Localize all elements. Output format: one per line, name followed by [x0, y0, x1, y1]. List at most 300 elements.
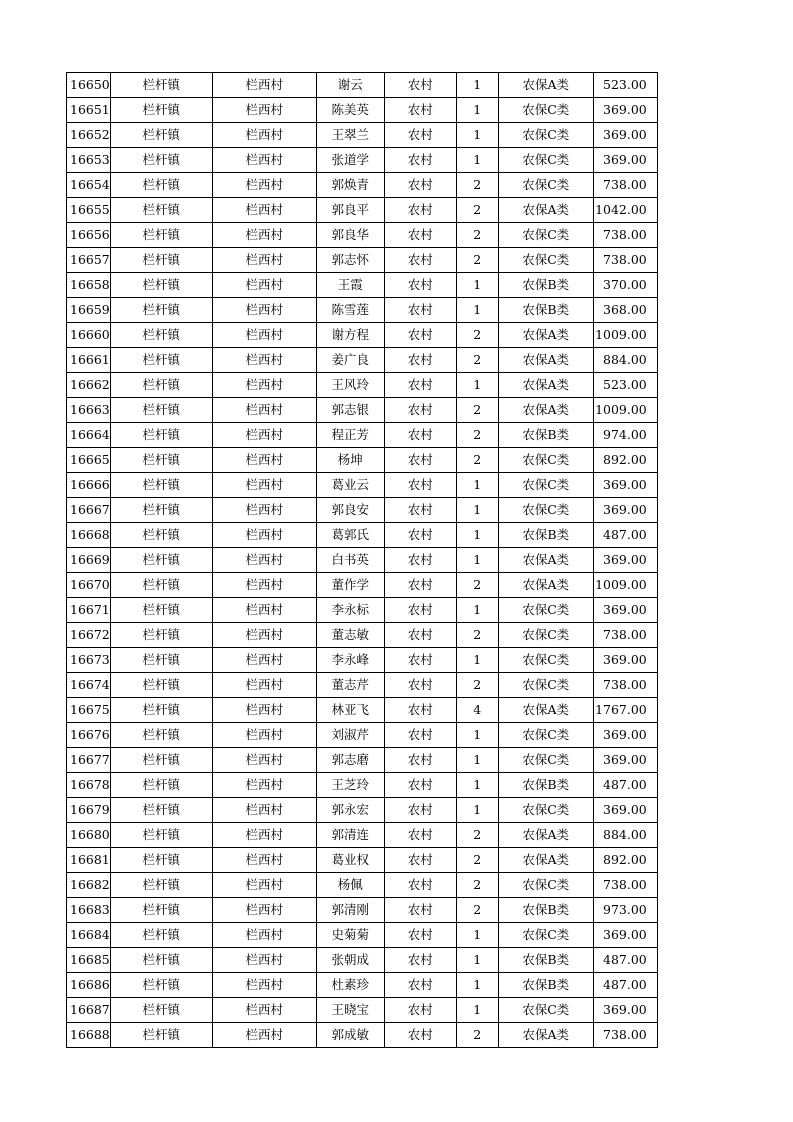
residence-type-cell: 农村	[384, 523, 456, 548]
amount-cell: 369.00	[593, 723, 657, 748]
town-cell: 栏杆镇	[110, 398, 212, 423]
table-row	[67, 448, 658, 473]
name-cell: 史菊菊	[316, 923, 384, 948]
record-id-cell: 16659	[67, 298, 111, 323]
village-cell: 栏西村	[212, 773, 316, 798]
insurance-category-cell: 农保C类	[498, 173, 593, 198]
village-cell: 栏西村	[212, 348, 316, 373]
town-cell: 栏杆镇	[110, 98, 212, 123]
name-cell: 程正芳	[316, 423, 384, 448]
table-row	[67, 698, 658, 723]
insurance-category-cell: 农保C类	[498, 223, 593, 248]
village-cell: 栏西村	[212, 798, 316, 823]
household-count-cell: 2	[456, 348, 498, 373]
table-row	[67, 323, 658, 348]
insurance-category-cell: 农保A类	[498, 398, 593, 423]
insurance-category-cell: 农保C类	[498, 498, 593, 523]
household-count-cell: 2	[456, 823, 498, 848]
insurance-category-cell: 农保C类	[498, 248, 593, 273]
table-row	[67, 273, 658, 298]
record-id-cell: 16683	[67, 898, 111, 923]
amount-cell: 369.00	[593, 98, 657, 123]
residence-type-cell: 农村	[384, 623, 456, 648]
table-row	[67, 173, 658, 198]
village-cell: 栏西村	[212, 748, 316, 773]
record-id-cell: 16686	[67, 973, 111, 998]
residence-type-cell: 农村	[384, 223, 456, 248]
household-count-cell: 2	[456, 248, 498, 273]
amount-cell: 892.00	[593, 848, 657, 873]
amount-cell: 487.00	[593, 973, 657, 998]
town-cell: 栏杆镇	[110, 198, 212, 223]
town-cell: 栏杆镇	[110, 123, 212, 148]
insurance-category-cell: 农保C类	[498, 723, 593, 748]
record-id-cell: 16674	[67, 673, 111, 698]
record-id-cell: 16675	[67, 698, 111, 723]
name-cell: 郭志磨	[316, 748, 384, 773]
record-id-cell: 16677	[67, 748, 111, 773]
name-cell: 林亚飞	[316, 698, 384, 723]
amount-cell: 369.00	[593, 798, 657, 823]
residence-type-cell: 农村	[384, 648, 456, 673]
town-cell: 栏杆镇	[110, 948, 212, 973]
table-row	[67, 473, 658, 498]
table-row	[67, 848, 658, 873]
residence-type-cell: 农村	[384, 848, 456, 873]
town-cell: 栏杆镇	[110, 523, 212, 548]
name-cell: 王风玲	[316, 373, 384, 398]
town-cell: 栏杆镇	[110, 998, 212, 1023]
table-row	[67, 523, 658, 548]
residence-type-cell: 农村	[384, 273, 456, 298]
record-id-cell: 16673	[67, 648, 111, 673]
household-count-cell: 1	[456, 598, 498, 623]
village-cell: 栏西村	[212, 948, 316, 973]
household-count-cell: 1	[456, 548, 498, 573]
residence-type-cell: 农村	[384, 998, 456, 1023]
village-cell: 栏西村	[212, 898, 316, 923]
record-id-cell: 16660	[67, 323, 111, 348]
table-row	[67, 798, 658, 823]
village-cell: 栏西村	[212, 73, 316, 98]
amount-cell: 369.00	[593, 148, 657, 173]
residence-type-cell: 农村	[384, 398, 456, 423]
amount-cell: 892.00	[593, 448, 657, 473]
amount-cell: 368.00	[593, 298, 657, 323]
residence-type-cell: 农村	[384, 123, 456, 148]
name-cell: 王霞	[316, 273, 384, 298]
table-row	[67, 223, 658, 248]
amount-cell: 369.00	[593, 473, 657, 498]
record-id-cell: 16668	[67, 523, 111, 548]
name-cell: 张道学	[316, 148, 384, 173]
amount-cell: 369.00	[593, 598, 657, 623]
residence-type-cell: 农村	[384, 873, 456, 898]
household-count-cell: 2	[456, 448, 498, 473]
table-row	[67, 398, 658, 423]
record-id-cell: 16652	[67, 123, 111, 148]
household-count-cell: 1	[456, 273, 498, 298]
town-cell: 栏杆镇	[110, 348, 212, 373]
data-table	[66, 72, 658, 1048]
village-cell: 栏西村	[212, 1023, 316, 1048]
village-cell: 栏西村	[212, 698, 316, 723]
residence-type-cell: 农村	[384, 423, 456, 448]
record-id-cell: 16666	[67, 473, 111, 498]
record-id-cell: 16656	[67, 223, 111, 248]
village-cell: 栏西村	[212, 923, 316, 948]
table-row	[67, 423, 658, 448]
village-cell: 栏西村	[212, 323, 316, 348]
amount-cell: 974.00	[593, 423, 657, 448]
residence-type-cell: 农村	[384, 573, 456, 598]
insurance-category-cell: 农保B类	[498, 773, 593, 798]
village-cell: 栏西村	[212, 673, 316, 698]
insurance-category-cell: 农保C类	[498, 448, 593, 473]
household-count-cell: 1	[456, 298, 498, 323]
household-count-cell: 1	[456, 148, 498, 173]
village-cell: 栏西村	[212, 448, 316, 473]
record-id-cell: 16670	[67, 573, 111, 598]
village-cell: 栏西村	[212, 998, 316, 1023]
record-id-cell: 16682	[67, 873, 111, 898]
name-cell: 陈美英	[316, 98, 384, 123]
amount-cell: 738.00	[593, 623, 657, 648]
town-cell: 栏杆镇	[110, 248, 212, 273]
amount-cell: 369.00	[593, 548, 657, 573]
amount-cell: 1009.00	[593, 323, 657, 348]
record-id-cell: 16671	[67, 598, 111, 623]
insurance-category-cell: 农保C类	[498, 923, 593, 948]
table-row	[67, 998, 658, 1023]
residence-type-cell: 农村	[384, 773, 456, 798]
town-cell: 栏杆镇	[110, 373, 212, 398]
village-cell: 栏西村	[212, 98, 316, 123]
amount-cell: 369.00	[593, 748, 657, 773]
name-cell: 谢云	[316, 73, 384, 98]
village-cell: 栏西村	[212, 598, 316, 623]
amount-cell: 884.00	[593, 823, 657, 848]
town-cell: 栏杆镇	[110, 1023, 212, 1048]
insurance-category-cell: 农保A类	[498, 1023, 593, 1048]
insurance-category-cell: 农保B类	[498, 973, 593, 998]
table-row	[67, 673, 658, 698]
town-cell: 栏杆镇	[110, 473, 212, 498]
household-count-cell: 2	[456, 623, 498, 648]
insurance-category-cell: 农保C类	[498, 623, 593, 648]
town-cell: 栏杆镇	[110, 723, 212, 748]
table-row	[67, 923, 658, 948]
village-cell: 栏西村	[212, 573, 316, 598]
name-cell: 张朝成	[316, 948, 384, 973]
town-cell: 栏杆镇	[110, 798, 212, 823]
record-id-cell: 16667	[67, 498, 111, 523]
household-count-cell: 2	[456, 398, 498, 423]
amount-cell: 369.00	[593, 923, 657, 948]
table-row	[67, 598, 658, 623]
household-count-cell: 1	[456, 123, 498, 148]
village-cell: 栏西村	[212, 373, 316, 398]
residence-type-cell: 农村	[384, 948, 456, 973]
name-cell: 郭焕青	[316, 173, 384, 198]
insurance-category-cell: 农保A类	[498, 348, 593, 373]
household-count-cell: 2	[456, 873, 498, 898]
name-cell: 杨坤	[316, 448, 384, 473]
village-cell: 栏西村	[212, 473, 316, 498]
table-row	[67, 548, 658, 573]
name-cell: 郭清刚	[316, 898, 384, 923]
table-row	[67, 573, 658, 598]
household-count-cell: 1	[456, 98, 498, 123]
amount-cell: 369.00	[593, 648, 657, 673]
insurance-category-cell: 农保C类	[498, 673, 593, 698]
record-id-cell: 16658	[67, 273, 111, 298]
residence-type-cell: 农村	[384, 973, 456, 998]
amount-cell: 1042.00	[593, 198, 657, 223]
amount-cell: 884.00	[593, 348, 657, 373]
residence-type-cell: 农村	[384, 498, 456, 523]
record-id-cell: 16655	[67, 198, 111, 223]
insurance-category-cell: 农保A类	[498, 823, 593, 848]
name-cell: 郭良华	[316, 223, 384, 248]
town-cell: 栏杆镇	[110, 623, 212, 648]
table-row	[67, 648, 658, 673]
household-count-cell: 1	[456, 948, 498, 973]
name-cell: 郭志银	[316, 398, 384, 423]
amount-cell: 487.00	[593, 773, 657, 798]
village-cell: 栏西村	[212, 823, 316, 848]
name-cell: 王芝玲	[316, 773, 384, 798]
record-id-cell: 16661	[67, 348, 111, 373]
household-count-cell: 1	[456, 498, 498, 523]
table-row	[67, 298, 658, 323]
residence-type-cell: 农村	[384, 698, 456, 723]
household-count-cell: 2	[456, 173, 498, 198]
household-count-cell: 1	[456, 373, 498, 398]
table-row	[67, 148, 658, 173]
insurance-category-cell: 农保C类	[498, 648, 593, 673]
village-cell: 栏西村	[212, 648, 316, 673]
village-cell: 栏西村	[212, 173, 316, 198]
household-count-cell: 1	[456, 773, 498, 798]
record-id-cell: 16653	[67, 148, 111, 173]
town-cell: 栏杆镇	[110, 898, 212, 923]
amount-cell: 1009.00	[593, 398, 657, 423]
table-row	[67, 123, 658, 148]
record-id-cell: 16679	[67, 798, 111, 823]
record-id-cell: 16676	[67, 723, 111, 748]
table-row	[67, 248, 658, 273]
town-cell: 栏杆镇	[110, 823, 212, 848]
insurance-category-cell: 农保C类	[498, 98, 593, 123]
record-id-cell: 16685	[67, 948, 111, 973]
town-cell: 栏杆镇	[110, 648, 212, 673]
village-cell: 栏西村	[212, 198, 316, 223]
insurance-category-cell: 农保C类	[498, 748, 593, 773]
village-cell: 栏西村	[212, 398, 316, 423]
town-cell: 栏杆镇	[110, 598, 212, 623]
record-id-cell: 16687	[67, 998, 111, 1023]
insurance-category-cell: 农保C类	[498, 148, 593, 173]
residence-type-cell: 农村	[384, 548, 456, 573]
household-count-cell: 2	[456, 423, 498, 448]
household-count-cell: 1	[456, 973, 498, 998]
residence-type-cell: 农村	[384, 148, 456, 173]
residence-type-cell: 农村	[384, 673, 456, 698]
town-cell: 栏杆镇	[110, 323, 212, 348]
name-cell: 王晓宝	[316, 998, 384, 1023]
household-count-cell: 2	[456, 673, 498, 698]
table-row	[67, 348, 658, 373]
town-cell: 栏杆镇	[110, 573, 212, 598]
town-cell: 栏杆镇	[110, 498, 212, 523]
name-cell: 王翠兰	[316, 123, 384, 148]
amount-cell: 738.00	[593, 873, 657, 898]
household-count-cell: 1	[456, 648, 498, 673]
insurance-category-cell: 农保A类	[498, 698, 593, 723]
household-count-cell: 2	[456, 848, 498, 873]
village-cell: 栏西村	[212, 248, 316, 273]
town-cell: 栏杆镇	[110, 548, 212, 573]
amount-cell: 370.00	[593, 273, 657, 298]
town-cell: 栏杆镇	[110, 423, 212, 448]
table-row	[67, 898, 658, 923]
residence-type-cell: 农村	[384, 173, 456, 198]
name-cell: 陈雪莲	[316, 298, 384, 323]
village-cell: 栏西村	[212, 848, 316, 873]
household-count-cell: 2	[456, 198, 498, 223]
amount-cell: 738.00	[593, 1023, 657, 1048]
town-cell: 栏杆镇	[110, 673, 212, 698]
table-row	[67, 623, 658, 648]
insurance-category-cell: 农保C类	[498, 598, 593, 623]
household-count-cell: 2	[456, 223, 498, 248]
residence-type-cell: 农村	[384, 923, 456, 948]
amount-cell: 369.00	[593, 498, 657, 523]
residence-type-cell: 农村	[384, 373, 456, 398]
village-cell: 栏西村	[212, 273, 316, 298]
town-cell: 栏杆镇	[110, 73, 212, 98]
household-count-cell: 4	[456, 698, 498, 723]
insurance-category-cell: 农保B类	[498, 523, 593, 548]
name-cell: 董志敏	[316, 623, 384, 648]
amount-cell: 738.00	[593, 248, 657, 273]
name-cell: 郭成敏	[316, 1023, 384, 1048]
residence-type-cell: 农村	[384, 348, 456, 373]
amount-cell: 369.00	[593, 998, 657, 1023]
village-cell: 栏西村	[212, 548, 316, 573]
name-cell: 郭志怀	[316, 248, 384, 273]
town-cell: 栏杆镇	[110, 223, 212, 248]
household-count-cell: 1	[456, 798, 498, 823]
residence-type-cell: 农村	[384, 598, 456, 623]
amount-cell: 523.00	[593, 73, 657, 98]
residence-type-cell: 农村	[384, 298, 456, 323]
amount-cell: 738.00	[593, 673, 657, 698]
household-count-cell: 2	[456, 1023, 498, 1048]
record-id-cell: 16684	[67, 923, 111, 948]
household-count-cell: 1	[456, 473, 498, 498]
town-cell: 栏杆镇	[110, 848, 212, 873]
town-cell: 栏杆镇	[110, 748, 212, 773]
record-id-cell: 16688	[67, 1023, 111, 1048]
residence-type-cell: 农村	[384, 73, 456, 98]
name-cell: 葛业权	[316, 848, 384, 873]
village-cell: 栏西村	[212, 623, 316, 648]
household-count-cell: 1	[456, 73, 498, 98]
record-id-cell: 16681	[67, 848, 111, 873]
name-cell: 董志芹	[316, 673, 384, 698]
residence-type-cell: 农村	[384, 798, 456, 823]
table-row	[67, 73, 658, 98]
name-cell: 刘淑芹	[316, 723, 384, 748]
name-cell: 董作学	[316, 573, 384, 598]
table-body	[67, 73, 658, 1048]
amount-cell: 1009.00	[593, 573, 657, 598]
insurance-category-cell: 农保B类	[498, 298, 593, 323]
insurance-category-cell: 农保C类	[498, 123, 593, 148]
insurance-category-cell: 农保A类	[498, 548, 593, 573]
household-count-cell: 2	[456, 573, 498, 598]
insurance-category-cell: 农保A类	[498, 573, 593, 598]
town-cell: 栏杆镇	[110, 923, 212, 948]
household-count-cell: 1	[456, 998, 498, 1023]
town-cell: 栏杆镇	[110, 173, 212, 198]
household-count-cell: 1	[456, 523, 498, 548]
insurance-category-cell: 农保B类	[498, 948, 593, 973]
village-cell: 栏西村	[212, 498, 316, 523]
amount-cell: 369.00	[593, 123, 657, 148]
residence-type-cell: 农村	[384, 823, 456, 848]
table-row	[67, 948, 658, 973]
record-id-cell: 16665	[67, 448, 111, 473]
household-count-cell: 1	[456, 723, 498, 748]
name-cell: 郭良平	[316, 198, 384, 223]
household-count-cell: 2	[456, 323, 498, 348]
amount-cell: 1767.00	[593, 698, 657, 723]
household-count-cell: 1	[456, 748, 498, 773]
village-cell: 栏西村	[212, 973, 316, 998]
village-cell: 栏西村	[212, 873, 316, 898]
town-cell: 栏杆镇	[110, 448, 212, 473]
insurance-category-cell: 农保A类	[498, 373, 593, 398]
amount-cell: 738.00	[593, 173, 657, 198]
town-cell: 栏杆镇	[110, 273, 212, 298]
table-row	[67, 498, 658, 523]
amount-cell: 973.00	[593, 898, 657, 923]
name-cell: 姜广良	[316, 348, 384, 373]
record-id-cell: 16657	[67, 248, 111, 273]
village-cell: 栏西村	[212, 123, 316, 148]
village-cell: 栏西村	[212, 148, 316, 173]
amount-cell: 487.00	[593, 523, 657, 548]
table-row	[67, 373, 658, 398]
table-row	[67, 198, 658, 223]
town-cell: 栏杆镇	[110, 873, 212, 898]
record-id-cell: 16654	[67, 173, 111, 198]
village-cell: 栏西村	[212, 723, 316, 748]
insurance-category-cell: 农保B类	[498, 273, 593, 298]
amount-cell: 738.00	[593, 223, 657, 248]
insurance-category-cell: 农保C类	[498, 873, 593, 898]
name-cell: 葛郭氏	[316, 523, 384, 548]
record-id-cell: 16651	[67, 98, 111, 123]
residence-type-cell: 农村	[384, 448, 456, 473]
insurance-category-cell: 农保B类	[498, 898, 593, 923]
residence-type-cell: 农村	[384, 198, 456, 223]
name-cell: 杜素珍	[316, 973, 384, 998]
town-cell: 栏杆镇	[110, 698, 212, 723]
